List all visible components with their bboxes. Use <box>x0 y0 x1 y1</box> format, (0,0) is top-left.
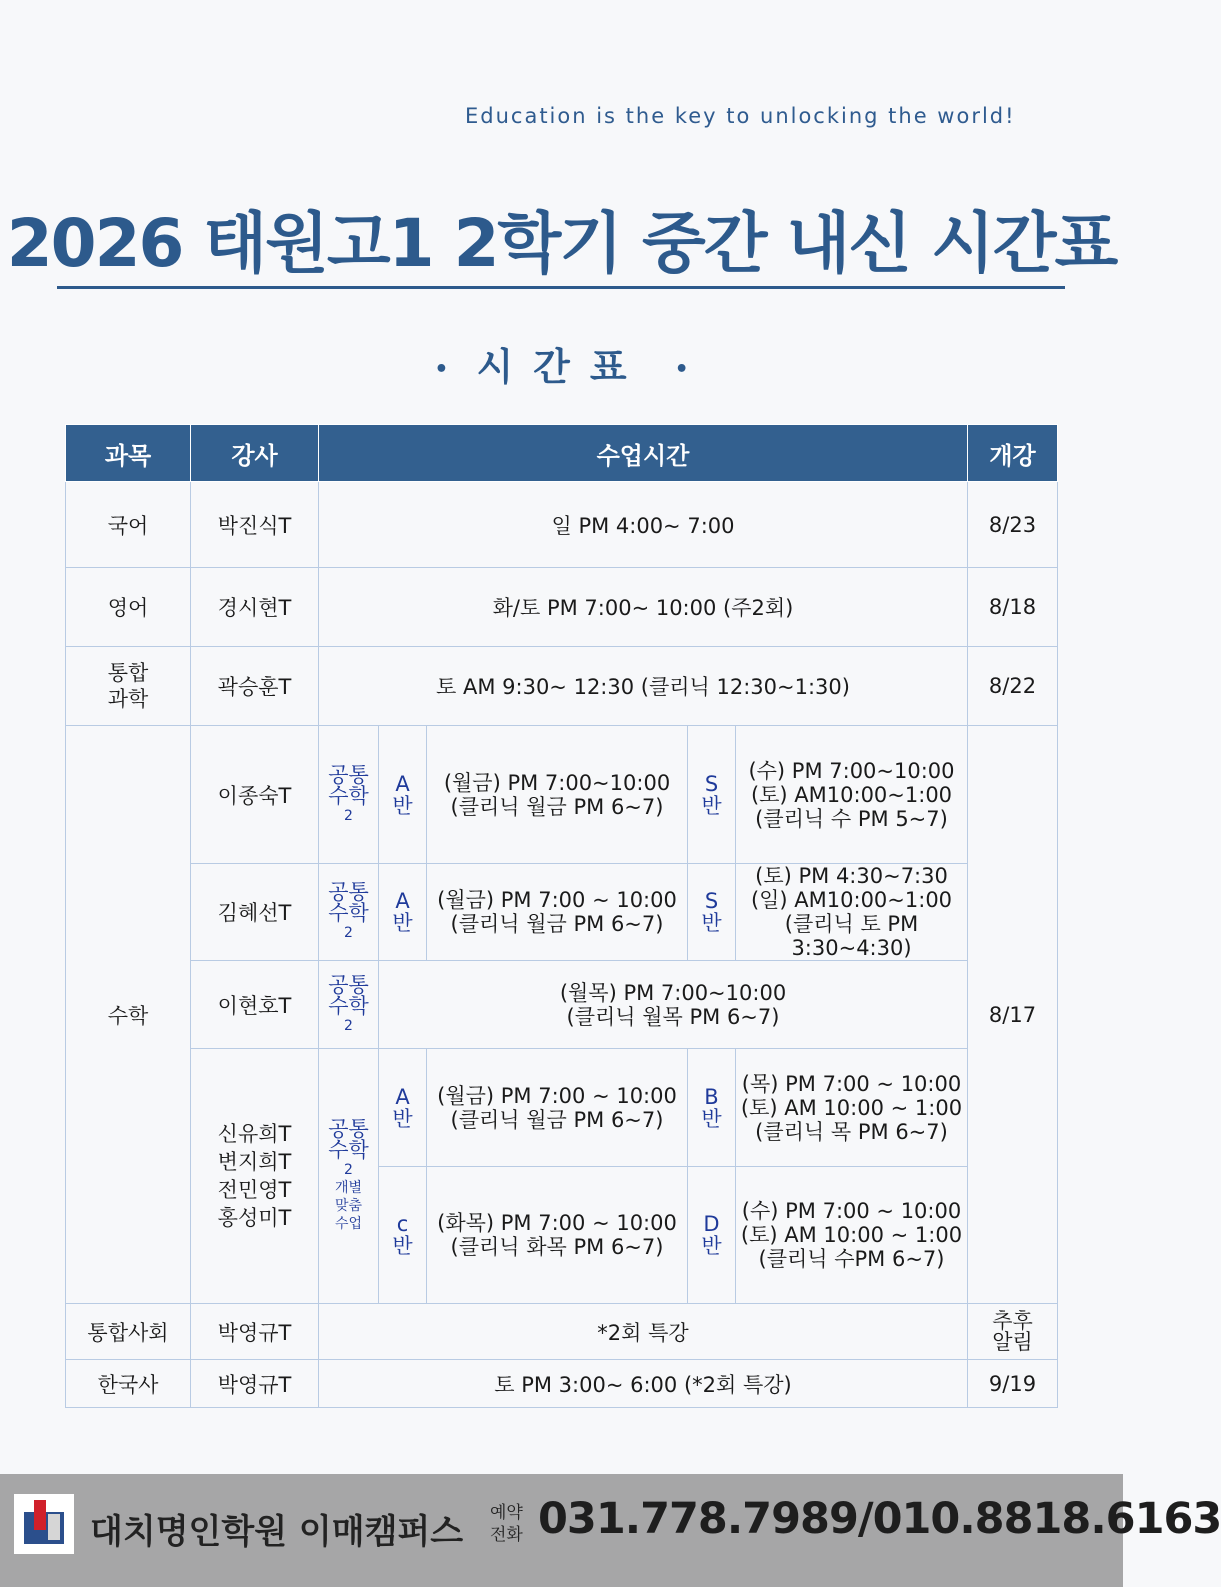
time-cell <box>736 1167 968 1304</box>
bullet-left-icon: • <box>434 357 449 382</box>
subject-line: 과학 <box>107 687 149 711</box>
header-open: 개강 <box>968 425 1058 482</box>
time-line: (월금) PM 7:00 ~ 10:00 <box>437 1083 677 1108</box>
class-line: 반 <box>392 911 413 935</box>
course-note-line: 수업 <box>334 1216 363 1232</box>
class-cell <box>379 726 427 864</box>
class-line: 반 <box>701 793 722 818</box>
time-cell: 일 PM 4:00~ 7:00 <box>319 482 968 568</box>
time-line: (수) PM 7:00 ~ 10:00 <box>741 1199 962 1223</box>
open-date-cell: 8/23 <box>968 482 1058 568</box>
course-line: 공통 <box>328 762 369 787</box>
subject-cell: 한국사 <box>66 1360 191 1408</box>
teacher-line: 신유희T <box>217 1122 292 1146</box>
teacher-cell: 이종숙T <box>191 726 319 864</box>
class-line: 반 <box>392 1234 413 1258</box>
time-line: (토) AM 10:00 ~ 1:00 <box>740 1095 963 1120</box>
time-line: (클리닉 월금 PM 6~7) <box>450 912 664 936</box>
reservation-label-line: 예약 <box>490 1503 523 1523</box>
teacher-cell: 곽승훈T <box>191 647 319 726</box>
time-cell <box>427 1167 688 1304</box>
course-cell <box>319 1049 379 1304</box>
title-divider <box>57 286 1065 289</box>
time-line: (월금) PM 7:00 ~ 10:00 <box>437 888 677 912</box>
subject-cell: 국어 <box>66 482 191 568</box>
time-cell: 화/토 PM 7:00~ 10:00 (주2회) <box>319 568 968 647</box>
open-date-cell: 8/18 <box>968 568 1058 647</box>
class-cell <box>688 726 736 864</box>
open-line: 알림 <box>992 1329 1033 1354</box>
time-cell <box>736 726 968 864</box>
time-line: (클리닉 화목 PM 6~7) <box>450 1235 664 1259</box>
time-line: (클리닉 월금 PM 6~7) <box>450 1107 664 1132</box>
class-line: 반 <box>701 911 722 935</box>
table-row-history <box>66 1360 1058 1408</box>
subject-cell: 통합사회 <box>66 1304 191 1360</box>
course-cell <box>319 961 379 1049</box>
time-line: (토) AM 10:00 ~ 1:00 <box>740 1223 963 1247</box>
open-line: 추후 <box>992 1308 1033 1333</box>
class-cell <box>688 1167 736 1304</box>
page-title: 2026 태원고1 2학기 중간 내신 시간표 <box>6 205 1117 282</box>
time-line: (클리닉 토 PM 3:30~4:30) <box>784 912 919 960</box>
time-line: (월목) PM 7:00~10:00 <box>559 980 787 1005</box>
course-line: 2 <box>344 925 353 941</box>
teacher-cell: 박영규T <box>191 1304 319 1360</box>
footer-bar <box>0 1474 1221 1587</box>
time-cell: 토 PM 3:00~ 6:00 (*2회 특강) <box>319 1360 968 1408</box>
course-line: 공통 <box>328 880 369 904</box>
course-line: 수학 <box>328 1138 369 1162</box>
course-line: 수학 <box>328 993 369 1018</box>
time-line: (클리닉 목 PM 6~7) <box>755 1119 948 1144</box>
course-cell <box>319 864 379 961</box>
phone-number[interactable]: 031.778.7989/010.8818.6163 <box>538 1494 1221 1544</box>
teacher-cell: 박진식T <box>191 482 319 568</box>
class-line: 반 <box>392 1106 413 1131</box>
campus-name: 대치명인학원 이매캠퍼스 <box>90 1512 464 1552</box>
time-cell <box>427 864 688 961</box>
table-row-math-group-1 <box>66 1049 1058 1167</box>
time-line: (토) AM10:00~1:00 <box>750 782 953 807</box>
class-line: S <box>704 771 719 796</box>
class-cell <box>379 864 427 961</box>
class-line: c <box>396 1212 409 1236</box>
time-cell <box>379 961 968 1049</box>
time-line: (클리닉 월금 PM 6~7) <box>450 794 664 819</box>
time-line: (클리닉 월목 PM 6~7) <box>566 1004 780 1029</box>
time-cell: *2회 특강 <box>319 1304 968 1360</box>
class-line: B <box>704 1084 719 1109</box>
course-line: 2 <box>344 1017 353 1034</box>
time-line: (클리닉 수PM 6~7) <box>758 1247 945 1271</box>
table-row-math-3 <box>66 961 1058 1049</box>
course-line: 2 <box>344 807 353 824</box>
open-date-cell: 8/22 <box>968 647 1058 726</box>
class-line: D <box>703 1212 720 1236</box>
time-line: (수) PM 7:00~10:00 <box>748 758 955 783</box>
time-line: (토) PM 4:30~7:30 <box>755 864 948 888</box>
subject-cell: 수학 <box>66 726 191 1304</box>
time-line: (클리닉 수 PM 5~7) <box>755 806 948 831</box>
time-cell <box>736 864 968 961</box>
teacher-line: 홍성미T <box>217 1206 292 1230</box>
class-line: A <box>395 771 410 796</box>
schedule-table <box>65 424 1058 1408</box>
time-cell: 토 AM 9:30~ 12:30 (클리닉 12:30~1:30) <box>319 647 968 726</box>
header-time: 수업시간 <box>319 425 968 482</box>
subject-line: 통합 <box>107 661 149 685</box>
teacher-line: 변지희T <box>217 1150 292 1174</box>
reservation-label <box>490 1502 523 1546</box>
time-cell <box>427 726 688 864</box>
open-date-cell <box>968 1304 1058 1360</box>
teacher-cell: 경시현T <box>191 568 319 647</box>
course-cell <box>319 726 379 864</box>
class-cell <box>688 1049 736 1167</box>
table-row-english <box>66 568 1058 647</box>
teacher-cell <box>191 1049 319 1304</box>
time-cell <box>427 1049 688 1167</box>
class-cell <box>688 864 736 961</box>
table-row-social <box>66 1304 1058 1360</box>
course-line: 2 <box>344 1162 353 1178</box>
teacher-cell: 김혜선T <box>191 864 319 961</box>
section-heading-text: 시간표 <box>476 345 647 389</box>
header-subject: 과목 <box>66 425 191 482</box>
academy-logo <box>14 1494 74 1554</box>
table-row-science <box>66 647 1058 726</box>
table-header-row <box>66 425 1058 482</box>
class-line: 반 <box>701 1234 722 1258</box>
class-cell <box>379 1167 427 1304</box>
course-line: 공통 <box>328 1117 369 1141</box>
open-date-cell: 8/17 <box>968 726 1058 1304</box>
reservation-label-line: 전화 <box>490 1525 523 1545</box>
class-line: A <box>395 889 410 913</box>
open-date-cell: 9/19 <box>968 1360 1058 1408</box>
time-line: (일) AM10:00~1:00 <box>750 888 953 912</box>
course-note-line: 개별 <box>334 1180 363 1196</box>
table-row-math-2 <box>66 864 1058 961</box>
course-line: 수학 <box>328 901 369 925</box>
header-teacher: 강사 <box>191 425 319 482</box>
teacher-cell: 이현호T <box>191 961 319 1049</box>
teacher-cell: 박영규T <box>191 1360 319 1408</box>
subject-cell <box>66 647 191 726</box>
time-line: (목) PM 7:00 ~ 10:00 <box>741 1071 962 1096</box>
course-note-line: 맞춤 <box>334 1198 363 1214</box>
teacher-line: 전민영T <box>217 1178 292 1202</box>
time-line: (월금) PM 7:00~10:00 <box>443 770 671 795</box>
time-cell <box>736 1049 968 1167</box>
course-line: 공통 <box>328 972 369 997</box>
class-line: A <box>395 1084 410 1109</box>
class-line: 반 <box>392 793 413 818</box>
slogan: Education is the key to unlocking the world! <box>465 104 1016 128</box>
bullet-right-icon: • <box>674 357 689 382</box>
class-line: S <box>704 889 719 913</box>
time-line: (화목) PM 7:00 ~ 10:00 <box>437 1211 677 1235</box>
table-row-math-1 <box>66 726 1058 864</box>
section-heading <box>0 336 1123 391</box>
course-line: 수학 <box>328 783 369 808</box>
class-line: 반 <box>701 1106 722 1131</box>
table-row-korean <box>66 482 1058 568</box>
class-cell <box>379 1049 427 1167</box>
subject-cell: 영어 <box>66 568 191 647</box>
